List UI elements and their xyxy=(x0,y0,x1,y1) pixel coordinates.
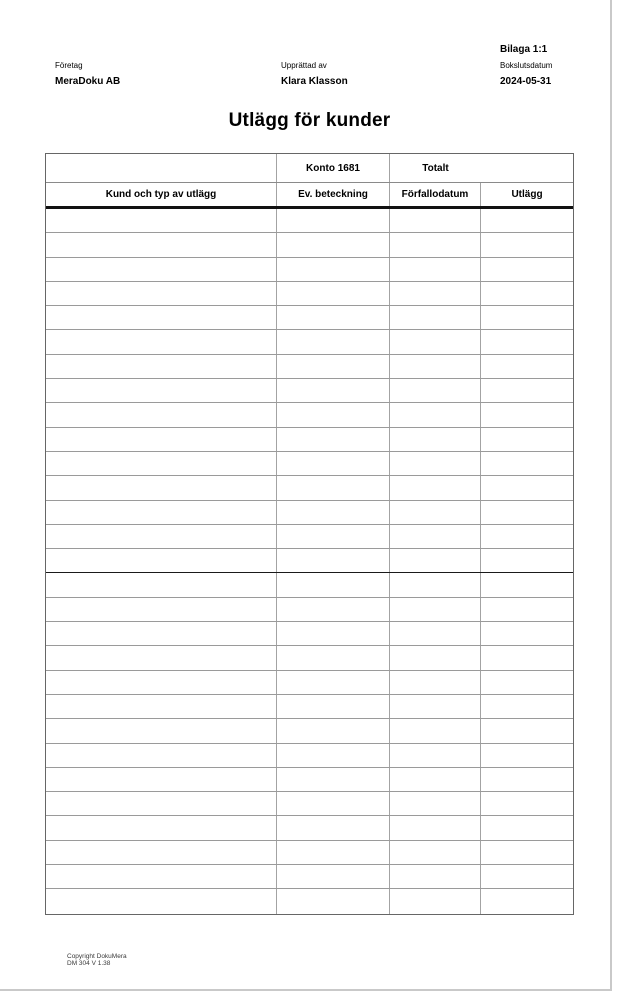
table-body xyxy=(46,209,573,914)
expenses-table xyxy=(45,153,574,915)
table-row xyxy=(46,646,573,670)
table-cell xyxy=(46,598,277,621)
table-cell xyxy=(390,622,481,645)
table-cell xyxy=(277,379,390,402)
table-cell xyxy=(46,525,277,548)
table-row xyxy=(46,889,573,913)
table-cell xyxy=(390,573,481,596)
table-cell xyxy=(46,452,277,475)
table-cell xyxy=(277,695,390,718)
table-cell xyxy=(390,719,481,742)
table-cell xyxy=(390,403,481,426)
table-row xyxy=(46,501,573,525)
table-cell xyxy=(390,258,481,281)
table-cell xyxy=(481,646,573,669)
table-cell xyxy=(46,330,277,353)
table-row xyxy=(46,573,573,597)
table-cell xyxy=(390,233,481,256)
table-group-header-row xyxy=(46,154,573,183)
table-cell xyxy=(46,403,277,426)
table-cell xyxy=(481,355,573,378)
table-cell xyxy=(481,403,573,426)
table-cell xyxy=(46,719,277,742)
table-cell xyxy=(46,768,277,791)
company-label: Företag xyxy=(55,61,83,70)
table-cell xyxy=(390,452,481,475)
table-cell xyxy=(46,744,277,767)
table-cell xyxy=(46,816,277,839)
table-cell xyxy=(46,501,277,524)
table-cell xyxy=(46,233,277,256)
table-cell xyxy=(277,792,390,815)
table-cell xyxy=(390,816,481,839)
table-row xyxy=(46,306,573,330)
table-cell xyxy=(46,258,277,281)
table-cell xyxy=(277,355,390,378)
table-cell xyxy=(481,209,573,232)
table-row xyxy=(46,671,573,695)
table-cell xyxy=(390,306,481,329)
table-row xyxy=(46,768,573,792)
table-cell xyxy=(481,452,573,475)
table-cell xyxy=(390,744,481,767)
table-cell xyxy=(481,622,573,645)
table-cell xyxy=(277,865,390,888)
table-row xyxy=(46,209,573,233)
table-cell xyxy=(481,792,573,815)
table-cell xyxy=(390,598,481,621)
table-cell xyxy=(277,671,390,694)
table-cell xyxy=(481,476,573,499)
table-cell xyxy=(481,889,573,913)
table-cell xyxy=(481,598,573,621)
table-cell xyxy=(481,573,573,596)
table-row xyxy=(46,695,573,719)
table-cell xyxy=(277,744,390,767)
table-row xyxy=(46,258,573,282)
table-cell xyxy=(481,306,573,329)
table-cell xyxy=(277,768,390,791)
table-row xyxy=(46,379,573,403)
table-row xyxy=(46,282,573,306)
table-cell xyxy=(277,622,390,645)
table-cell xyxy=(481,233,573,256)
table-cell xyxy=(46,306,277,329)
column-header-beteckning: Ev. beteckning xyxy=(277,183,390,206)
table-cell xyxy=(46,841,277,864)
table-cell xyxy=(390,525,481,548)
table-cell xyxy=(390,476,481,499)
table-cell xyxy=(277,501,390,524)
table-cell xyxy=(390,865,481,888)
table-cell xyxy=(481,671,573,694)
table-cell xyxy=(277,282,390,305)
column-header-kund: Kund och typ av utlägg xyxy=(46,183,277,206)
table-cell xyxy=(46,889,277,913)
table-cell xyxy=(390,768,481,791)
table-cell xyxy=(481,428,573,451)
table-cell xyxy=(277,330,390,353)
group-header-konto: Konto 1681 xyxy=(277,154,390,182)
table-row xyxy=(46,403,573,427)
closing-date-label: Bokslutsdatum xyxy=(500,61,553,70)
table-cell xyxy=(481,501,573,524)
table-cell xyxy=(277,306,390,329)
table-cell xyxy=(277,476,390,499)
table-cell xyxy=(390,355,481,378)
table-row xyxy=(46,428,573,452)
table-cell xyxy=(277,598,390,621)
table-cell xyxy=(277,403,390,426)
table-cell xyxy=(390,841,481,864)
table-row xyxy=(46,622,573,646)
table-cell xyxy=(481,816,573,839)
table-row xyxy=(46,719,573,743)
group-header-empty-cell xyxy=(481,154,573,182)
group-header-totalt: Totalt xyxy=(422,162,449,174)
table-cell xyxy=(390,889,481,913)
table-cell xyxy=(481,865,573,888)
table-cell xyxy=(481,841,573,864)
table-cell xyxy=(46,282,277,305)
table-row xyxy=(46,865,573,889)
table-cell xyxy=(390,209,481,232)
table-cell xyxy=(277,646,390,669)
table-cell xyxy=(481,549,573,572)
document-footer xyxy=(67,953,127,967)
table-cell xyxy=(46,573,277,596)
group-header-empty-cell xyxy=(46,154,277,182)
table-cell xyxy=(46,379,277,402)
table-row xyxy=(46,549,573,573)
table-row xyxy=(46,841,573,865)
prepared-by-value: Klara Klasson xyxy=(281,76,348,87)
table-row xyxy=(46,233,573,257)
table-row xyxy=(46,452,573,476)
table-row xyxy=(46,744,573,768)
copyright-text: Copyright DokuMera xyxy=(67,953,127,960)
version-text: DM 304 V 1.38 xyxy=(67,960,111,968)
table-cell xyxy=(390,549,481,572)
table-cell xyxy=(277,209,390,232)
table-cell xyxy=(481,768,573,791)
table-cell xyxy=(481,330,573,353)
table-row xyxy=(46,330,573,354)
table-column-header-row xyxy=(46,183,573,209)
bilaga-reference: Bilaga 1:1 xyxy=(500,44,548,55)
table-cell xyxy=(46,622,277,645)
table-cell xyxy=(277,428,390,451)
table-row xyxy=(46,816,573,840)
page-title: Utlägg för kunder xyxy=(228,110,391,131)
table-cell xyxy=(46,695,277,718)
table-cell xyxy=(46,865,277,888)
table-cell xyxy=(277,841,390,864)
table-cell xyxy=(277,525,390,548)
table-row xyxy=(46,525,573,549)
table-row xyxy=(46,476,573,500)
table-cell xyxy=(481,719,573,742)
table-cell xyxy=(46,428,277,451)
table-cell xyxy=(390,282,481,305)
table-cell xyxy=(390,671,481,694)
table-cell xyxy=(277,889,390,913)
table-cell xyxy=(277,452,390,475)
table-cell xyxy=(481,695,573,718)
company-value: MeraDoku AB xyxy=(55,76,121,87)
column-header-forfallodatum: Förfallodatum xyxy=(390,183,481,206)
table-row xyxy=(46,598,573,622)
table-cell xyxy=(46,476,277,499)
table-cell xyxy=(390,330,481,353)
table-cell xyxy=(46,209,277,232)
table-cell xyxy=(390,501,481,524)
table-cell xyxy=(481,525,573,548)
table-cell xyxy=(481,258,573,281)
table-cell xyxy=(277,258,390,281)
table-cell xyxy=(277,573,390,596)
table-cell xyxy=(390,695,481,718)
table-cell xyxy=(277,549,390,572)
table-cell xyxy=(46,646,277,669)
prepared-by-label: Upprättad av xyxy=(281,61,327,70)
table-cell xyxy=(277,233,390,256)
table-cell xyxy=(46,549,277,572)
column-header-utlagg: Utlägg xyxy=(511,189,543,200)
table-cell xyxy=(277,719,390,742)
table-cell xyxy=(46,792,277,815)
table-cell xyxy=(390,379,481,402)
table-cell xyxy=(481,744,573,767)
table-cell xyxy=(390,792,481,815)
table-cell xyxy=(481,379,573,402)
table-cell xyxy=(390,428,481,451)
table-cell xyxy=(481,282,573,305)
closing-date-value: 2024-05-31 xyxy=(500,76,552,87)
table-cell xyxy=(46,355,277,378)
table-cell xyxy=(390,646,481,669)
table-row xyxy=(46,355,573,379)
table-cell xyxy=(277,816,390,839)
table-row xyxy=(46,792,573,816)
table-cell xyxy=(46,671,277,694)
